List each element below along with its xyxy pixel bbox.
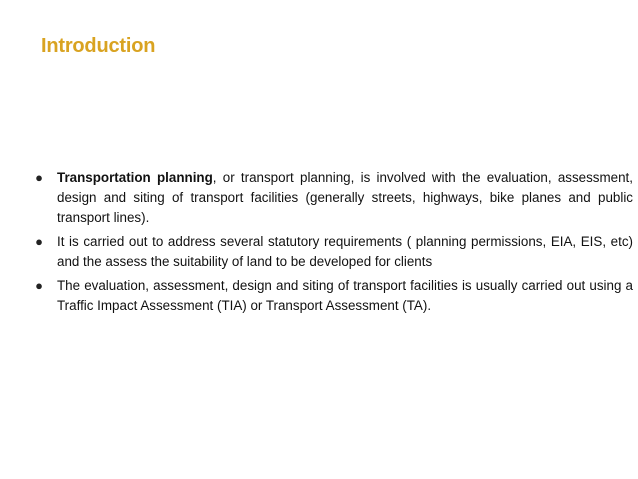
bullet-text: , or transport planning, is involved with the evaluation, assessment, design and siting of transport facilities (generally streets, highways, bike planes and public transport lines). <box>57 170 633 225</box>
bullet-dot-icon: ● <box>35 170 43 185</box>
bullet-item-transportation-planning <box>33 168 633 228</box>
bullet-dot-icon: ● <box>35 234 43 249</box>
bullet-dot-icon: ● <box>35 278 43 293</box>
bullet-text: The evaluation, assessment, design and siting of transport facilities is usually carried out using a Traffic Impact Assessment (TIA) or Transport Assessment (TA). <box>57 278 633 313</box>
slide-title: Introduction <box>41 35 156 57</box>
bold-term: Transportation planning <box>57 170 213 185</box>
bullet-text: It is carried out to address several statutory requirements ( planning permissions, EIA, EIS, etc) and the assess the suitability of land to be developed for clients <box>57 234 633 269</box>
bullet-list <box>33 168 633 320</box>
bullet-item-statutory-requirements <box>33 232 633 272</box>
bullet-item-assessment-methods <box>33 276 633 316</box>
